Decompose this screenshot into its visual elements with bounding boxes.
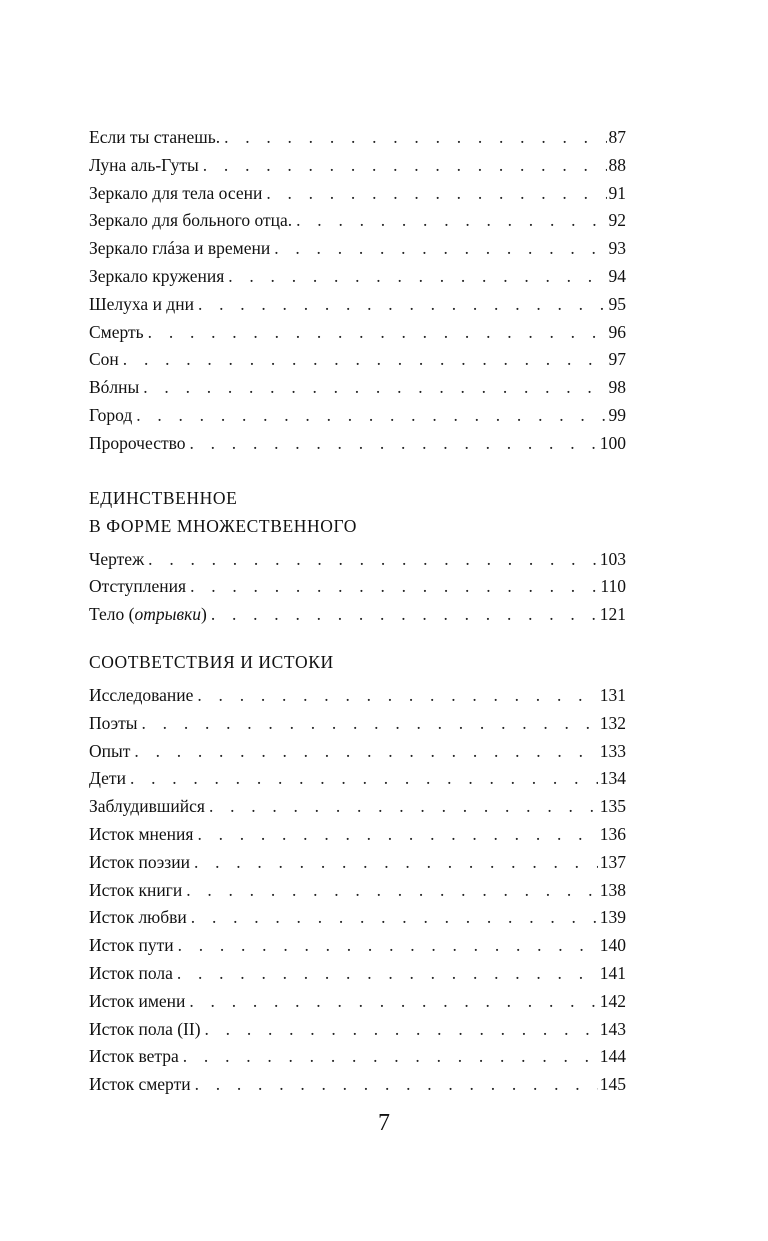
dot-leader [198,291,607,319]
toc-entry-title: Зеркало глáза и времени [89,238,271,259]
toc-entry [89,291,626,319]
toc-entry [89,765,626,793]
toc-entry-page: 91 [608,182,626,203]
dot-leader [183,1043,598,1071]
toc-entry-title: Исток книги [89,879,183,900]
toc-entry-page: 135 [599,796,626,817]
toc-entry-page: 98 [608,377,626,398]
toc-entry-title: Заблудившийся [89,796,205,817]
dot-leader [148,319,607,347]
toc-entry-title-end: ) [201,604,207,625]
toc-entry-title [89,601,211,629]
toc-entry [89,904,626,932]
toc-entry-title: Дети [89,768,126,789]
toc-entry-title: Зеркало для тела осени [89,182,263,203]
toc-entry-page: 141 [599,962,626,983]
toc-entry-title: Поэты [89,712,138,733]
toc-entry-page: 142 [599,990,626,1011]
toc-entry [89,738,626,766]
toc-entry-title: Вóлны [89,377,140,398]
toc-entry [89,180,626,208]
toc-entry-page: 94 [608,265,626,286]
toc-entry-page: 144 [599,1046,626,1067]
toc-entry-page: 134 [599,768,626,789]
toc-entry-page: 93 [608,238,626,259]
toc-entry [89,546,626,574]
toc-entry [89,430,626,458]
page-number: 7 [378,1110,390,1136]
dot-leader [136,402,606,430]
toc-entry-page: 140 [599,935,626,956]
section-heading: СООТВЕТСТВИЯ И ИСТОКИ [89,651,334,672]
dot-leader [228,263,606,291]
toc-entry-title-main: Тело ( [89,604,135,625]
toc-entry-page: 100 [599,432,626,453]
section-entries [89,546,626,629]
toc-entry-page: 96 [608,321,626,342]
toc-entry-page: 145 [599,1074,626,1095]
dot-leader [134,738,597,766]
toc-entry [89,793,626,821]
toc-entry-title: Исток пола [89,962,173,983]
toc-entry-title: Смерть [89,321,144,342]
dot-leader [189,988,597,1016]
toc-group-1 [89,124,626,458]
toc-entry-title: Луна аль-Гуты [89,154,199,175]
toc-entry [89,877,626,905]
toc-entry-page: 139 [599,907,626,928]
dot-leader [148,546,598,574]
dot-leader [177,960,598,988]
dot-leader [211,601,598,629]
section-single-plural [89,484,626,629]
toc-entry [89,1016,626,1044]
toc-entry [89,682,626,710]
toc-entry [89,821,626,849]
dot-leader [178,932,598,960]
toc-entry-title: Чертеж [89,548,145,569]
table-of-contents [89,124,626,1099]
toc-entry-title: Зеркало кружения [89,265,225,286]
dot-leader [274,235,606,263]
dot-leader [143,374,606,402]
toc-entry [89,124,626,152]
toc-entry-title: Исток ветра [89,1046,179,1067]
toc-entry [89,319,626,347]
toc-entry [89,849,626,877]
toc-entry [89,710,626,738]
dot-leader [296,207,606,235]
toc-entry-page: 143 [599,1018,626,1039]
dot-leader [195,1071,598,1099]
toc-entry-page: 133 [599,740,626,761]
dot-leader [190,573,598,601]
toc-entry-page: 99 [608,404,626,425]
toc-entry-page: 136 [599,823,626,844]
dot-leader [142,710,598,738]
toc-entry-title: Исток пола (II) [89,1018,201,1039]
dot-leader [224,124,606,152]
dot-leader [186,877,598,905]
toc-entry-title: Если ты станешь. [89,127,221,147]
toc-entry-page: 110 [600,576,626,597]
dot-leader [123,346,607,374]
toc-entry-page: 121 [599,604,626,625]
section-correspondences-sources [89,648,626,1099]
dot-leader [130,765,598,793]
toc-entry-title: Исследование [89,684,194,705]
toc-entry-page: 97 [608,349,626,370]
toc-entry-title: Исток любви [89,907,187,928]
toc-entry [89,573,626,601]
toc-entry [89,152,626,180]
toc-entry-title: Шелуха и дни [89,293,194,314]
toc-entry-title: Исток мнения [89,823,194,844]
toc-entry-title: Город [89,404,133,425]
toc-entry-page: 103 [599,548,626,569]
toc-entry-page: 138 [599,879,626,900]
toc-entry-title: Зеркало для больного отца. [89,210,293,231]
toc-entry [89,960,626,988]
dot-leader [205,1016,598,1044]
toc-entry [89,235,626,263]
toc-entry-title: Опыт [89,740,131,761]
dot-leader [197,682,597,710]
toc-entry [89,601,626,629]
dot-leader [209,793,598,821]
toc-entry [89,1043,626,1071]
toc-entry-title: Исток имени [89,990,186,1011]
toc-entry-page: 137 [599,851,626,872]
toc-entry-title: Исток пути [89,935,174,956]
toc-entry-page: 95 [608,293,626,314]
toc-entry [89,932,626,960]
section-heading [89,484,626,540]
toc-entry-page: 131 [599,684,626,705]
toc-entry [89,988,626,1016]
toc-entry-page: 92 [608,210,626,231]
toc-entry [89,346,626,374]
toc-entry [89,1071,626,1099]
dot-leader [190,430,598,458]
toc-entry-title: Исток поэзии [89,851,190,872]
toc-entry-title: Отступления [89,576,187,597]
dot-leader [191,904,598,932]
section-entries [89,682,626,1099]
dot-leader [197,821,597,849]
toc-entry-title: Пророчество [89,432,186,453]
toc-entry [89,207,626,235]
section-heading-line: ЕДИНСТВЕННОЕ [89,487,238,508]
toc-entry [89,263,626,291]
toc-entry-title-italic: отрывки [134,604,202,625]
toc-entry [89,402,626,430]
toc-entry-page: 87 [608,127,626,147]
dot-leader [194,849,598,877]
section-heading-line: В ФОРМЕ МНОЖЕСТВЕННОГО [89,515,358,536]
toc-entry-page: 132 [599,712,626,733]
toc-entry [89,374,626,402]
toc-entry-page: 88 [608,154,626,175]
toc-entry-title: Сон [89,349,119,370]
dot-leader [203,152,607,180]
dot-leader [266,180,606,208]
toc-entry-title: Исток смерти [89,1074,191,1095]
